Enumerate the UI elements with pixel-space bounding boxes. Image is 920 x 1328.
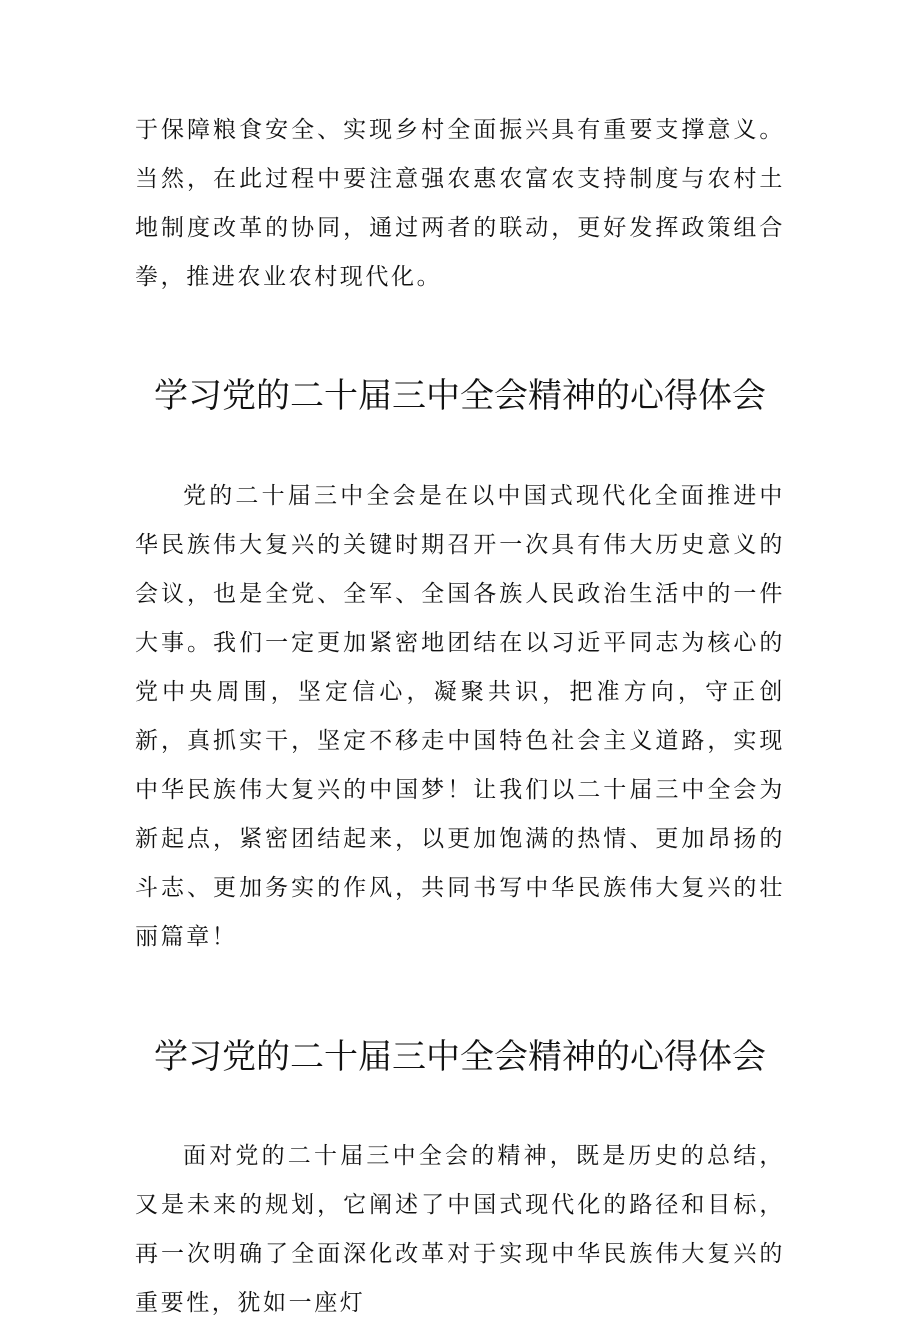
continuation-paragraph: 于保障粮食安全、实现乡村全面振兴具有重要支撑意义。当然，在此过程中要注意强农惠农富农支持制度与农村土地制度改革的协同，通过两者的联动，更好发挥政策组合拳，推进农业农村现代化。: [135, 117, 785, 290]
section-paragraph-1: 党的二十届三中全会是在以中国式现代化全面推进中华民族伟大复兴的关键时期召开一次具有伟大历史意义的会议，也是全党、全军、全国各族人民政治生活中的一件大事。我们一定更加紧密地团结在以习近平同志为核心的党中央周围，坚定信心，凝聚共识，把准方向，守正创新，真抓实干，坚定不移走中国特色社会主义道路，实现中华民族伟大复兴的中国梦！让我们以二十届三中全会为新起点，紧密团结起来，以更加饱满的热情、更加昂扬的斗志、更加务实的作风，共同书写中华民族伟大复兴的壮丽篇章！: [135, 483, 785, 950]
section-heading-2: 学习党的二十届三中全会精神的心得体会: [154, 1037, 766, 1077]
section-heading-1: 学习党的二十届三中全会精神的心得体会: [154, 376, 766, 416]
section-paragraph-2: 面对党的二十届三中全会的精神，既是历史的总结，又是未来的规划，它阐述了中国式现代化的路径和目标，再一次明确了全面深化改革对于实现中华民族伟大复兴的重要性，犹如一座灯: [135, 1143, 785, 1316]
document-page: [135, 106, 785, 1328]
